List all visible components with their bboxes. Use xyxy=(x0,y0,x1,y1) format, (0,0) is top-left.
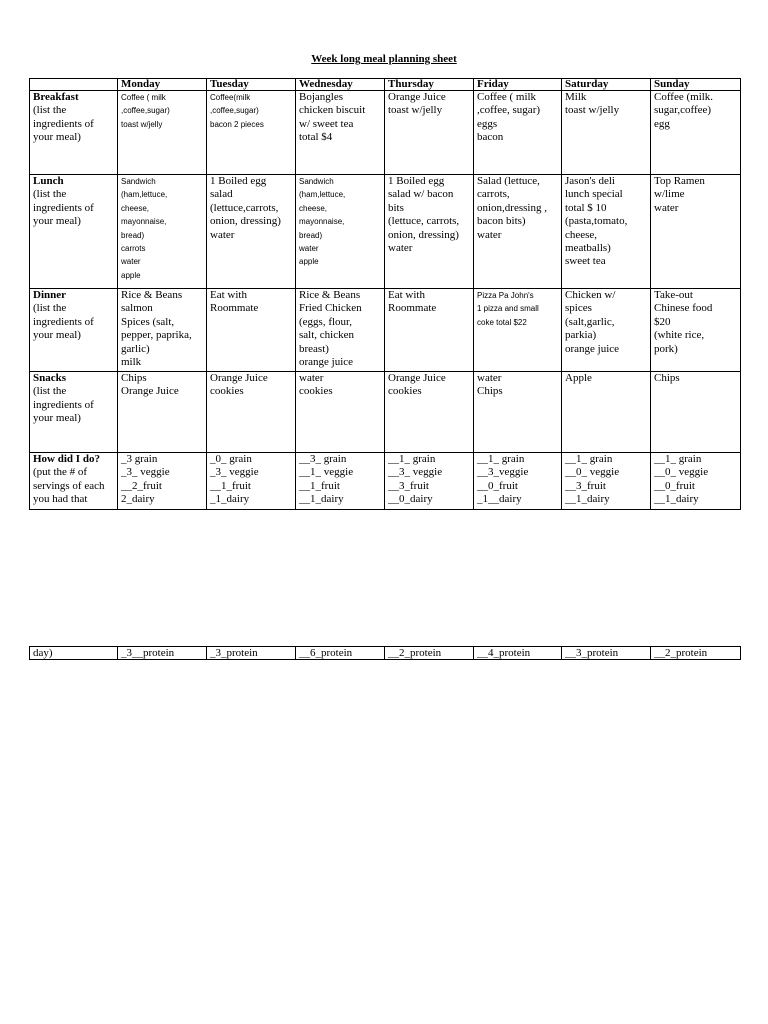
meal-text: Pizza Pa John's 1 pizza and small coke total $22 xyxy=(477,291,539,327)
row-label-cell xyxy=(30,453,118,510)
title-text: Week long meal planning sheet xyxy=(311,53,457,65)
protein-cell: _3__protein xyxy=(118,647,207,660)
day-header: Wednesday xyxy=(296,79,385,91)
row-label-cell xyxy=(30,175,118,289)
header-row xyxy=(30,79,741,91)
meal-text: Chips xyxy=(654,372,680,384)
meal-cell xyxy=(651,372,741,453)
protein-cell: __4_protein xyxy=(474,647,562,660)
meal-text: 1 Boiled egg salad w/ bacon bits (lettuce, carrots, onion, dressing) water xyxy=(388,175,460,255)
meal-text: water cookies xyxy=(299,372,333,398)
protein-row xyxy=(30,647,741,660)
meal-text: Coffee ( milk ,coffee,sugar) toast w/jelly xyxy=(121,93,170,129)
row-instructions: (put the # of servings of each you had that xyxy=(33,466,105,506)
meal-text: Salad (lettuce, carrots, onion,dressing , bacon bits) water xyxy=(477,175,547,241)
row-instructions: (list the ingredients of your meal) xyxy=(33,385,94,425)
meal-text: Rice & Beans Fried Chicken (eggs, flour, salt, chicken breast) orange juice xyxy=(299,289,362,369)
row-label: Dinner xyxy=(33,289,66,301)
meal-cell xyxy=(474,91,562,175)
meal-cell xyxy=(118,453,207,510)
meal-text: Orange Juice cookies xyxy=(388,372,446,398)
meal-cell xyxy=(118,91,207,175)
snacks-row xyxy=(30,372,741,453)
meal-text: __1_ grain __0_ veggie __0_fruit __1_dairy xyxy=(654,453,709,506)
meal-cell xyxy=(562,372,651,453)
meal-cell xyxy=(296,372,385,453)
meal-cell xyxy=(474,453,562,510)
day-header: Monday xyxy=(118,79,207,91)
meal-cell xyxy=(385,453,474,510)
row-label: Snacks xyxy=(33,372,67,384)
meal-cell xyxy=(207,453,296,510)
row-label-cell xyxy=(30,372,118,453)
meal-text: _0_ grain _3_ veggie __1_fruit _1_dairy xyxy=(210,453,259,506)
meal-text: Bojangles chicken biscuit w/ sweet tea total $4 xyxy=(299,91,366,144)
day-header: Sunday xyxy=(651,79,741,91)
meal-text: Rice & Beans salmon Spices (salt, pepper, paprika, garlic) milk xyxy=(121,289,192,369)
meal-text: water Chips xyxy=(477,372,503,398)
meal-text: Chicken w/ spices (salt,garlic, parkia) orange juice xyxy=(565,289,620,355)
protein-cell: _3_protein xyxy=(207,647,296,660)
meal-cell xyxy=(118,289,207,372)
day-header: Thursday xyxy=(385,79,474,91)
meal-text: Apple xyxy=(565,372,592,384)
meal-cell xyxy=(296,289,385,372)
meal-text: Take-out Chinese food $20 (white rice, pork) xyxy=(654,289,713,355)
meal-text: Coffee ( milk ,coffee, sugar) eggs bacon xyxy=(477,91,541,144)
meal-cell xyxy=(296,91,385,175)
meal-text: __3_ grain __1_ veggie __1_fruit __1_dairy xyxy=(299,453,354,506)
meal-text: Coffee (milk. sugar,coffee) egg xyxy=(654,91,714,130)
protein-cell: __3_protein xyxy=(562,647,651,660)
meal-cell xyxy=(651,91,741,175)
meal-text: 1 Boiled egg salad (lettuce,carrots, onion, dressing) water xyxy=(210,175,281,241)
row-instructions: (list the ingredients of your meal) xyxy=(33,104,94,144)
protein-cell: __6_protein xyxy=(296,647,385,660)
meal-cell xyxy=(385,289,474,372)
meal-text: Eat with Roommate xyxy=(210,289,259,315)
meal-text: Coffee(milk ,coffee,sugar) bacon 2 pieces xyxy=(210,93,264,129)
row-label-cell xyxy=(30,91,118,175)
meal-cell xyxy=(562,175,651,289)
meal-text: Milk toast w/jelly xyxy=(565,91,620,117)
breakfast-row xyxy=(30,91,741,175)
protein-cell: __2_protein xyxy=(385,647,474,660)
protein-row-table xyxy=(29,646,741,660)
meal-text: Orange Juice cookies xyxy=(210,372,268,398)
meal-cell xyxy=(385,91,474,175)
meal-text: Chips Orange Juice xyxy=(121,372,179,398)
day-header: Tuesday xyxy=(207,79,296,91)
meal-cell xyxy=(296,453,385,510)
meal-cell xyxy=(385,175,474,289)
meal-cell xyxy=(651,453,741,510)
row-label: Lunch xyxy=(33,175,64,187)
meal-cell xyxy=(474,372,562,453)
row-instructions: (list the ingredients of your meal) xyxy=(33,188,94,228)
meal-text: __1_ grain __3_veggie __0_fruit _1__dairy xyxy=(477,453,529,506)
row-label-cell xyxy=(30,289,118,372)
meal-text: __1_ grain __0_ veggie __3_fruit __1_dairy xyxy=(565,453,620,506)
meal-cell xyxy=(207,372,296,453)
protein-cell: __2_protein xyxy=(651,647,741,660)
meal-text: _3 grain _3_ veggie __2_fruit 2_dairy xyxy=(121,453,170,506)
meal-cell xyxy=(385,372,474,453)
meal-text: Orange Juice toast w/jelly xyxy=(388,91,446,117)
meal-cell xyxy=(651,289,741,372)
meal-cell xyxy=(562,453,651,510)
row-label: Breakfast xyxy=(33,91,79,103)
meal-cell xyxy=(207,289,296,372)
meal-cell xyxy=(296,175,385,289)
row-instructions: (list the ingredients of your meal) xyxy=(33,302,94,342)
meal-cell xyxy=(118,175,207,289)
corner-cell xyxy=(30,79,118,91)
dinner-row xyxy=(30,289,741,372)
lunch-row xyxy=(30,175,741,289)
meal-text: Top Ramen w/lime water xyxy=(654,175,705,214)
row-label: day) xyxy=(30,647,118,660)
meal-cell xyxy=(562,289,651,372)
meal-text: Eat with Roommate xyxy=(388,289,437,315)
meal-cell xyxy=(207,91,296,175)
meal-text: Sandwich (ham,lettuce, cheese, mayonnaise, bread) water apple xyxy=(299,177,346,267)
meal-plan-table xyxy=(29,78,741,510)
meal-cell xyxy=(562,91,651,175)
meal-cell xyxy=(651,175,741,289)
meal-cell xyxy=(474,175,562,289)
page-title xyxy=(0,53,768,65)
meal-cell xyxy=(474,289,562,372)
meal-text: __1_ grain __3_ veggie __3_fruit __0_dairy xyxy=(388,453,443,506)
row-label: How did I do? xyxy=(33,453,100,465)
day-header: Friday xyxy=(474,79,562,91)
meal-text: Sandwich (ham,lettuce, cheese, mayonnaise, bread) carrots water apple xyxy=(121,177,168,280)
meal-cell xyxy=(118,372,207,453)
how-did-i-do-row xyxy=(30,453,741,510)
day-header: Saturday xyxy=(562,79,651,91)
meal-cell xyxy=(207,175,296,289)
meal-text: Jason's deli lunch special total $ 10 (pasta,tomato, cheese, meatballs) sweet tea xyxy=(565,175,628,268)
